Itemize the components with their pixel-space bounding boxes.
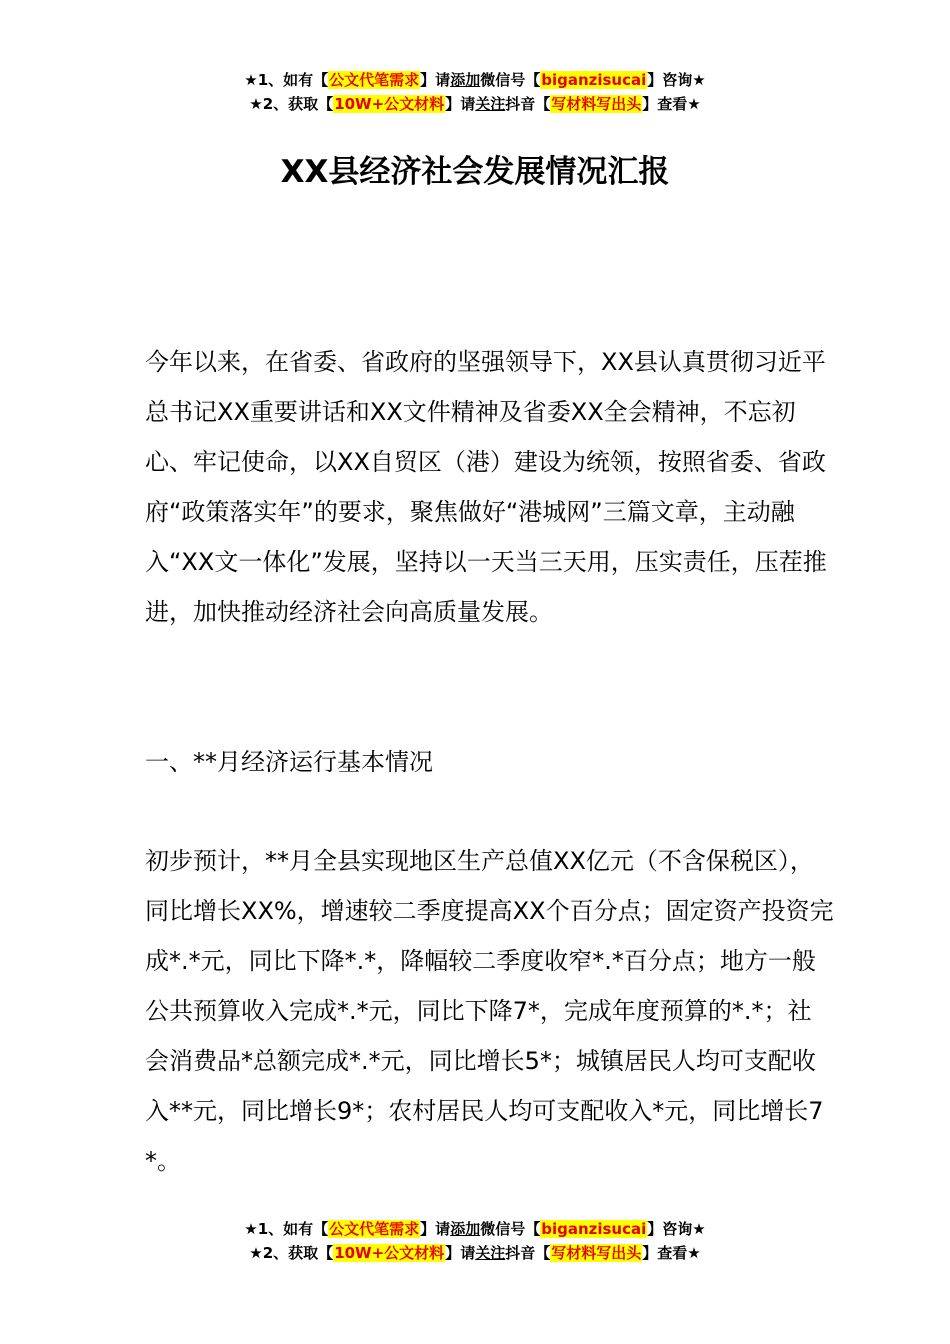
promo-text: 】请 xyxy=(420,71,451,89)
section-heading: 一、**月经济运行基本情况 xyxy=(145,748,433,776)
promo-text: 】请 xyxy=(445,1244,476,1262)
promo-highlight: 公文代笔需求 xyxy=(329,1220,420,1238)
promo-line-2 xyxy=(0,1241,950,1265)
promo-banner-top xyxy=(0,68,950,116)
promo-text: ★2、获取【 xyxy=(249,95,334,113)
promo-line-1 xyxy=(0,1217,950,1241)
promo-highlight: 10W+公文材料 xyxy=(334,95,445,113)
intro-paragraph: 今年以来，在省委、省政府的坚强领导下，XX县认真贯彻习近平总书记XX重要讲话和XX文件精神及省委XX全会精神，不忘初心、牢记使命，以XX自贸区（港）建设为统领，按照省委、省政府“政策落实年”的要求，聚焦做好“港城网”三篇文章，主动融入“XX文一体化”发展，坚持以一天当三天用，压实责任，压茬推进，加快推动经济社会向高质量发展。 xyxy=(145,348,827,626)
promo-text: ★2、获取【 xyxy=(249,1244,334,1262)
promo-text: 】咨询★ xyxy=(647,1220,706,1238)
document-title: XX县经济社会发展情况汇报 xyxy=(280,154,670,190)
promo-highlight: 写材料写出头 xyxy=(551,95,642,113)
promo-underlined: 关注 xyxy=(475,95,506,113)
promo-underlined: 添加 xyxy=(450,71,481,89)
promo-highlight: biganzisucai xyxy=(541,71,647,89)
promo-text: 微信号【 xyxy=(480,71,541,89)
promo-text: 】请 xyxy=(445,95,476,113)
promo-highlight: 10W+公文材料 xyxy=(334,1244,445,1262)
promo-line-2 xyxy=(0,92,950,116)
promo-text: 】咨询★ xyxy=(647,71,706,89)
promo-text: 微信号【 xyxy=(480,1220,541,1238)
promo-underlined: 添加 xyxy=(450,1220,481,1238)
promo-highlight: 写材料写出头 xyxy=(551,1244,642,1262)
promo-text: 抖音【 xyxy=(505,1244,551,1262)
promo-text: ★1、如有【 xyxy=(244,71,329,89)
promo-text: 】请 xyxy=(420,1220,451,1238)
promo-highlight: 公文代笔需求 xyxy=(329,71,420,89)
promo-text: ★1、如有【 xyxy=(244,1220,329,1238)
promo-highlight: biganzisucai xyxy=(541,1220,647,1238)
section-paragraph: 初步预计，**月全县实现地区生产总值XX亿元（不含保税区），同比增长XX%，增速较二季度提高XX个百分点；固定资产投资完成*.*元，同比下降*.*，降幅较二季度收窄*.*百分点；地方一般公共预算收入完成*.*元，同比下降7*，完成年度预算的*.*；社会消费品*总额完成*.*元，同比增长5*；城镇居民人均可支配收入**元，同比增长9*；农村居民人均可支配收入*元，同比增长7*。 xyxy=(145,847,834,1175)
promo-text: 】查看★ xyxy=(642,1244,701,1262)
promo-text: 抖音【 xyxy=(505,95,551,113)
promo-underlined: 关注 xyxy=(475,1244,506,1262)
promo-line-1 xyxy=(0,68,950,92)
promo-text: 】查看★ xyxy=(642,95,701,113)
promo-banner-bottom xyxy=(0,1217,950,1265)
